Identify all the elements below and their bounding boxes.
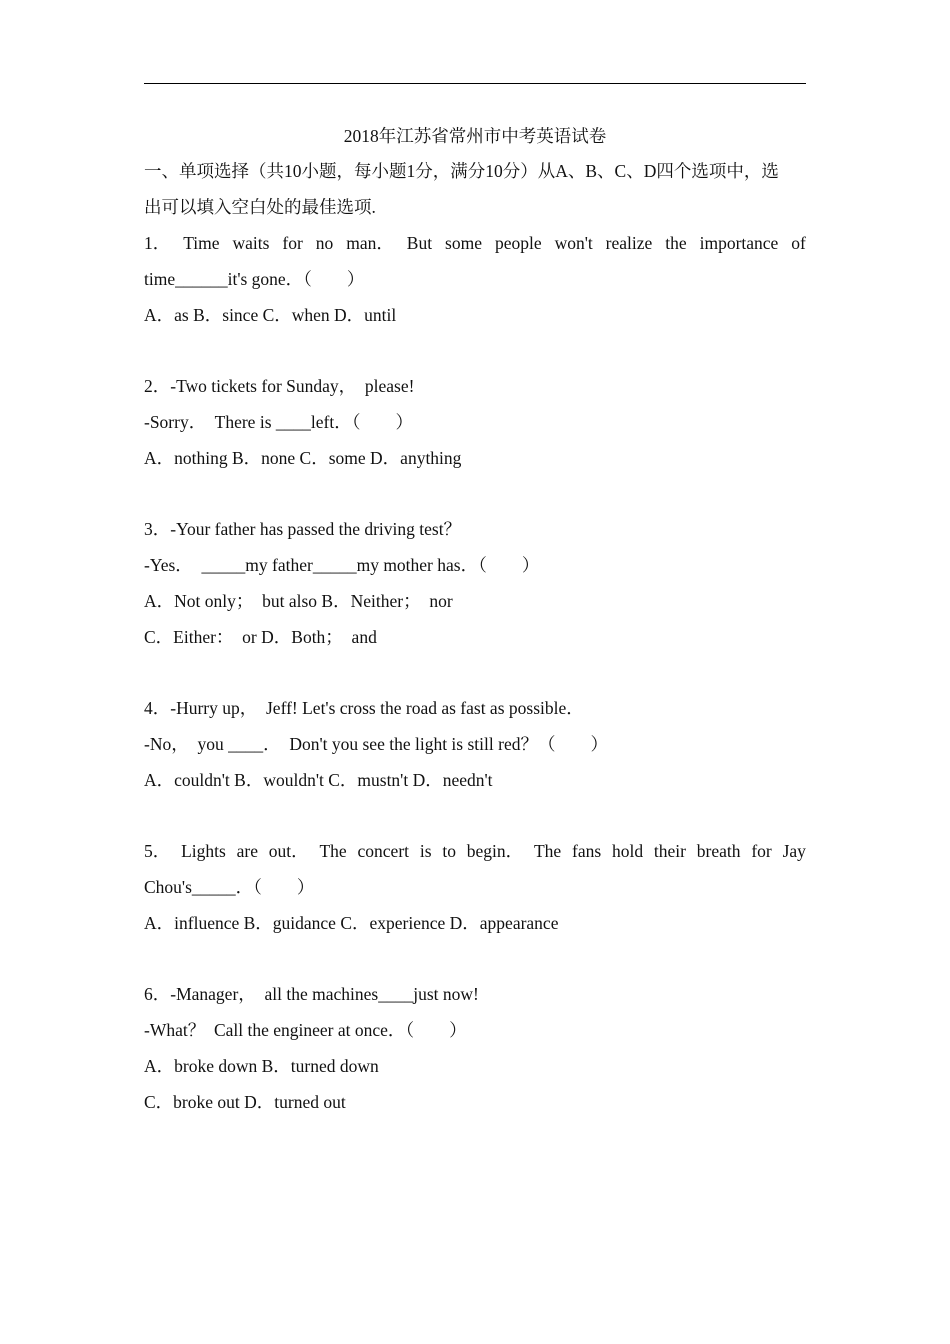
question-5-stem-line2: Chou's_____．（ ） <box>144 877 315 897</box>
stem-word: out． <box>268 841 309 861</box>
question-6-stem-line1: 6．-Manager， all the machines____just now! <box>144 984 479 1004</box>
stem-word: Time <box>183 233 220 253</box>
stem-word: Lights <box>181 841 226 861</box>
question-6-options-line1: A．broke down B．turned down <box>144 1056 379 1076</box>
question-1-stem-line2: time______it's gone．（ ） <box>144 269 365 289</box>
stem-word: importance <box>699 233 779 253</box>
question-2-stem-line2: -Sorry． There is ____left．（ ） <box>144 412 413 432</box>
stem-word: concert <box>357 841 410 861</box>
stem-word: realize <box>605 233 653 253</box>
stem-word: 1． <box>144 233 171 253</box>
stem-word: of <box>791 233 806 253</box>
question-4-stem-line1: 4．-Hurry up， Jeff! Let's cross the road as fast as possible． <box>144 698 584 718</box>
stem-word: their <box>653 841 686 861</box>
question-4-stem-line2: -No， you ____． Don't you see the light is still red？（ ） <box>144 734 608 754</box>
question-6 <box>144 976 806 1120</box>
question-1-options: A．as B．since C．when D．until <box>144 305 397 325</box>
stem-word: waits <box>232 233 270 253</box>
stem-word: is <box>419 841 432 861</box>
stem-word: are <box>236 841 258 861</box>
stem-word: won't <box>554 233 593 253</box>
question-1-stem-line1 <box>144 225 806 261</box>
question-6-stem-line2: -What？ Call the engineer at once．（ ） <box>144 1020 467 1040</box>
stem-word: 5． <box>144 841 171 861</box>
stem-word: But <box>406 233 433 253</box>
header-rule <box>144 83 806 84</box>
question-3-options-line2: C．Either： or D．Both； and <box>144 627 377 647</box>
stem-word: The <box>319 841 347 861</box>
question-6-options-line2: C．broke out D．turned out <box>144 1092 346 1112</box>
question-1 <box>144 225 806 333</box>
stem-word: begin． <box>466 841 524 861</box>
question-5 <box>144 833 806 941</box>
question-4-options: A．couldn't B．wouldn't C．mustn't D．needn't <box>144 770 493 790</box>
stem-word: the <box>665 233 687 253</box>
stem-word: fans <box>572 841 602 861</box>
section-instruction-line2: 出可以填入空白处的最佳选项. <box>144 197 376 217</box>
stem-word: for <box>751 841 772 861</box>
stem-word: The <box>533 841 562 861</box>
section-instruction-line1: 一、单项选择（共10小题，每小题1分，满分10分）从A、B、C、D四个选项中，选 <box>144 161 779 181</box>
stem-word: no <box>315 233 334 253</box>
stem-word: hold <box>611 841 644 861</box>
question-3-stem-line1: 3．-Your father has passed the driving test？ <box>144 519 462 539</box>
question-2-options: A．nothing B．none C．some D．anything <box>144 448 462 468</box>
stem-word: man． <box>346 233 394 253</box>
stem-word: to <box>442 841 456 861</box>
question-3-stem-line2: -Yes． _____my father_____my mother has．（ ） <box>144 555 540 575</box>
stem-word: Jay <box>782 841 806 861</box>
question-5-options: A．influence B．guidance C．experience D．appearance <box>144 913 559 933</box>
question-4 <box>144 690 806 798</box>
exam-content <box>144 120 806 1120</box>
question-3 <box>144 511 806 655</box>
question-3-options-line1: A．Not only； but also B．Neither； nor <box>144 591 453 611</box>
stem-word: people <box>494 233 542 253</box>
stem-word: breath <box>696 841 741 861</box>
stem-word: for <box>282 233 303 253</box>
question-2-stem-line1: 2．-Two tickets for Sunday， please! <box>144 376 415 396</box>
stem-word: some <box>445 233 482 253</box>
page-title: 2018年江苏省常州市中考英语试卷 <box>343 126 607 146</box>
question-2 <box>144 368 806 476</box>
question-5-stem-line1 <box>144 833 806 869</box>
